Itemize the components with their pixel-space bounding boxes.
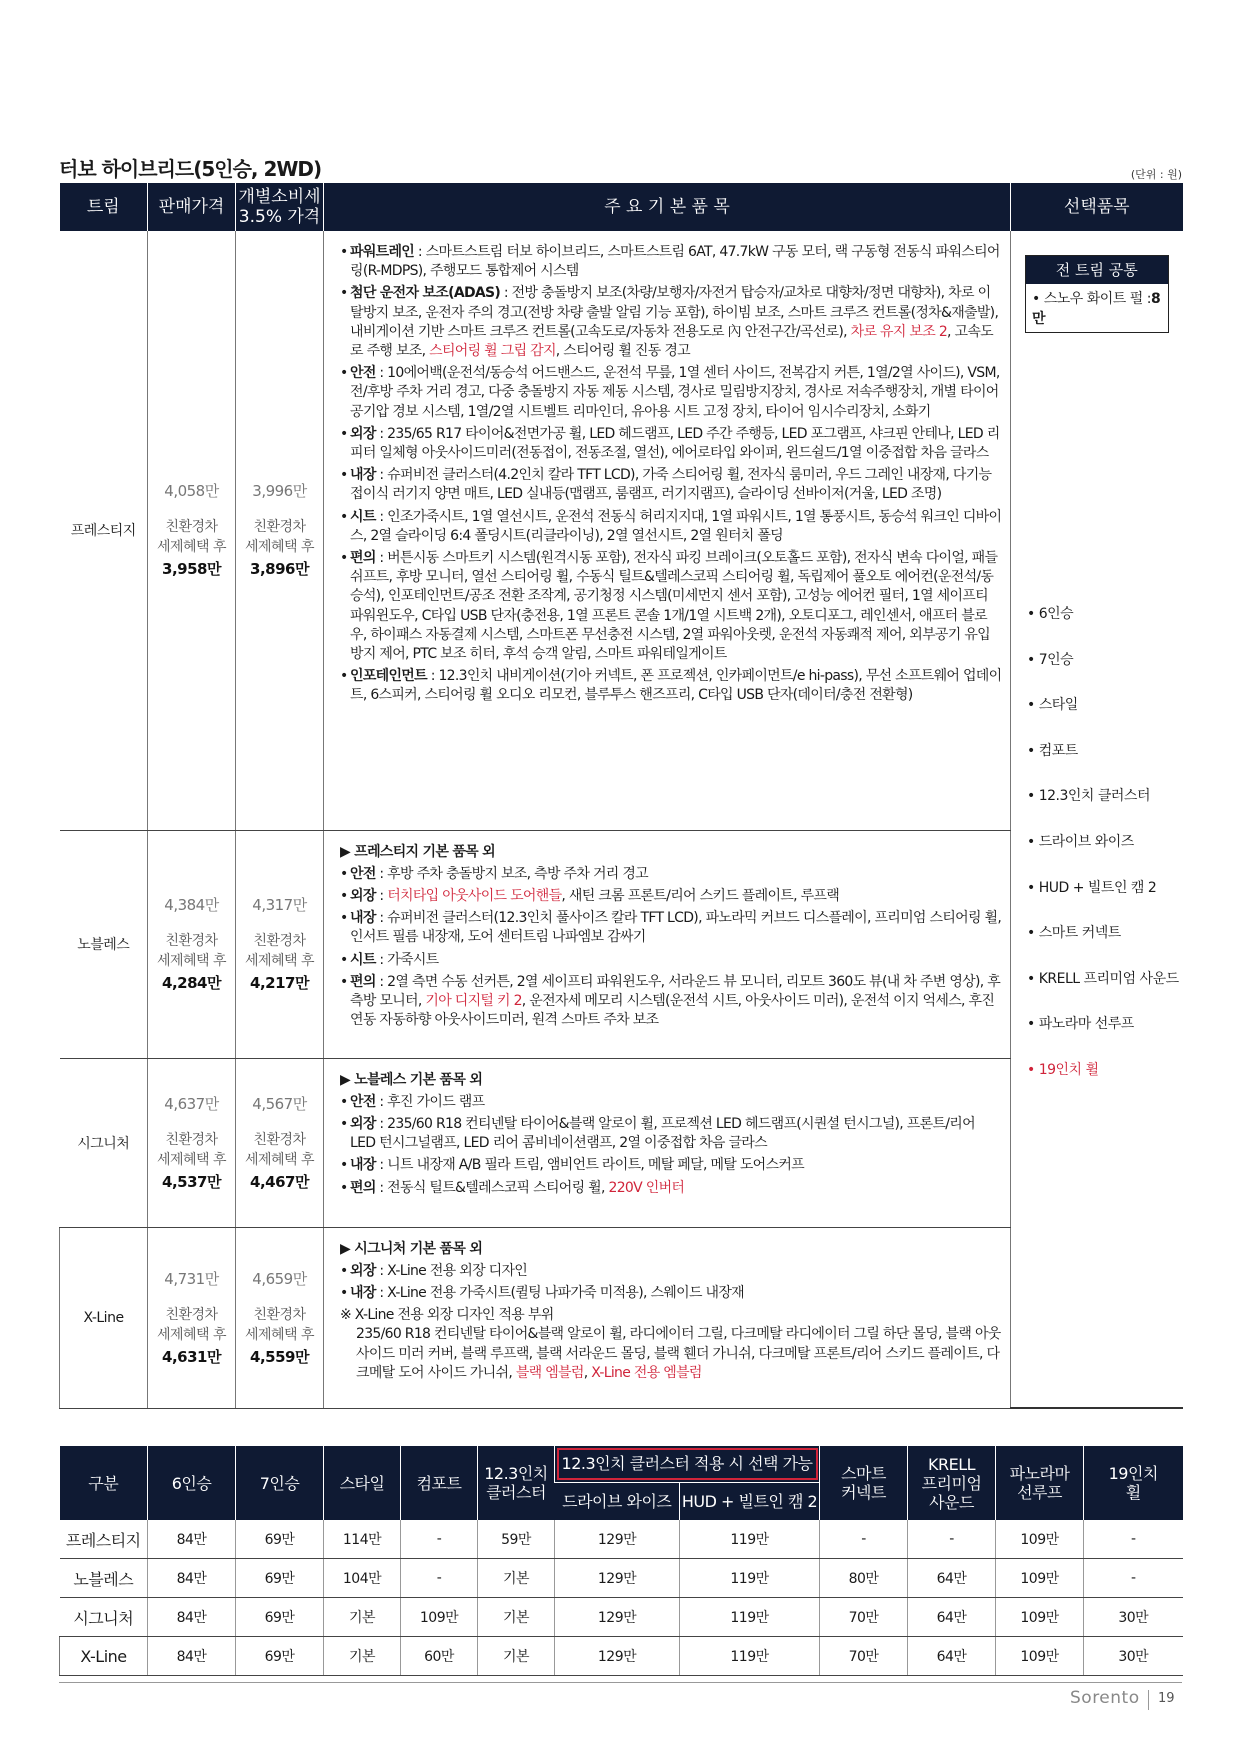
option-price-cell: 109만 [996, 1520, 1084, 1559]
price-cell [148, 830, 236, 1058]
prestige-items [324, 231, 1011, 830]
header-price: 판매가격 [148, 183, 236, 231]
options-cell [1011, 231, 1183, 1408]
price-cell [148, 1227, 236, 1408]
unit-label: (단위 : 원) [1130, 168, 1182, 181]
option-price-cell: 70만 [820, 1598, 908, 1637]
item-interior: • 내장 : 슈퍼비전 클러스터(12.3인치 풀사이즈 칼라 TFT LCD), 파노라믹 커브드 디스플레이, 프리미엄 스티어링 휠, 인서트 필름 내장재, 도어 센터트림 나파엠보 감싸기 [340, 909, 1002, 947]
option-price-cell: - [1084, 1520, 1183, 1559]
item-convenience: • 편의 : 전동식 틸트&텔레스코픽 스티어링 휠, 220V 인버터 [340, 1179, 1002, 1198]
option-price-cell: 84만 [148, 1598, 236, 1637]
option-price-cell: 84만 [148, 1559, 236, 1598]
option-price-cell: 60만 [401, 1637, 478, 1676]
price-35-after-tax: 3,896만 [250, 560, 309, 579]
option-price-cell: 109만 [996, 1637, 1084, 1676]
option-row-trim: 프레스티지 [60, 1520, 148, 1559]
trim-row-prestige [60, 231, 1183, 830]
price-after-tax: 4,284만 [162, 974, 221, 992]
option-item: • 드라이브 와이즈 [1027, 833, 1134, 850]
price-base: 4,058만 [164, 482, 219, 501]
opt-header-cluster-group: 12.3인치 클러스터 적용 시 선택 가능 [555, 1446, 820, 1482]
option-price-cell: 69만 [236, 1637, 324, 1676]
option-row [60, 1559, 1183, 1598]
opt-header-cluster: 12.3인치 클러스터 [478, 1446, 555, 1520]
option-item: • HUD + 빌트인 캠 2 [1027, 879, 1157, 896]
item-convenience: • 편의 : 2열 측면 수동 선커튼, 2열 세이프티 파워윈도우, 서라운드 뷰 모니터, 리모트 360도 뷰(내 차 주변 영상), 후측방 모니터, 기아 디지털 키 2, 운전자세 메모리 시스템(운전석 시트, 아웃사이드 미러), 운전석 이지 억세스, 후진연동 자동하향 아웃사이드미러, 원격 스마트 주차 보조 [340, 973, 1002, 1031]
price-after-tax: 3,958만 [162, 560, 221, 579]
option-price-cell: 119만 [680, 1520, 820, 1559]
noblesse-items [324, 830, 1011, 1058]
option-price-cell: 129만 [555, 1559, 680, 1598]
item-seat: • 시트 : 가죽시트 [340, 951, 1002, 970]
price-35-base: 4,317만 [252, 896, 307, 914]
price-35-cell [236, 830, 324, 1058]
opt-header-comfort: 컴포트 [401, 1446, 478, 1520]
option-price-cell: 기본 [324, 1598, 401, 1637]
option-price-cell: 69만 [236, 1559, 324, 1598]
option-row-trim: 시그니처 [60, 1598, 148, 1637]
option-price-cell: 119만 [680, 1637, 820, 1676]
option-price-cell: 109만 [996, 1559, 1084, 1598]
price-base: 4,731만 [164, 1269, 219, 1288]
option-item: • 6인승 [1027, 606, 1074, 622]
opt-header-group: 구분 [60, 1446, 148, 1520]
option-header-row-1 [60, 1446, 1183, 1482]
spec-header-row [60, 183, 1183, 231]
tax-label: 친환경차 세제혜택 후 [156, 519, 227, 556]
tax-label: 친환경차 세제혜택 후 [244, 933, 315, 969]
option-price-cell: - [908, 1520, 996, 1559]
item-interior: • 내장 : 슈퍼비전 클러스터(4.2인치 칼라 TFT LCD), 가죽 스티어링 휠, 전자식 룸미러, 우드 그레인 내장재, 다기능 접이식 러기지 양면 매트, LED 실내등(맵램프, 룸램프, 러기지램프), 슬라이딩 선바이저(거울, LED 조명) [340, 466, 1002, 504]
price-after-tax: 4,631만 [162, 1347, 221, 1366]
option-item: • 스타일 [1027, 697, 1078, 714]
trim-spec-table [59, 183, 1183, 1409]
option-price-cell: 69만 [236, 1598, 324, 1637]
option-list [1011, 603, 1183, 1105]
common-option-box [1025, 255, 1169, 333]
items-header: ▶ 노블레스 기본 품목 외 [340, 1071, 483, 1088]
option-item: • 7인승 [1027, 651, 1074, 668]
price-35-cell [236, 1058, 324, 1227]
xline-note [340, 1306, 1002, 1383]
trim-name: 프레스티지 [60, 231, 148, 830]
option-price-cell: - [1084, 1559, 1183, 1598]
opt-header-sunroof: 파노라마 선루프 [996, 1446, 1084, 1520]
footer-line [59, 1682, 1182, 1683]
option-price-cell: 119만 [680, 1559, 820, 1598]
option-price-cell: 64만 [908, 1598, 996, 1637]
item-exterior: • 외장 : 터치타입 아웃사이드 도어핸들, 새틴 크롬 프론트/리어 스키드 플레이트, 루프랙 [340, 887, 1002, 906]
price-35-base: 4,659만 [252, 1269, 307, 1288]
price-35-cell [236, 1227, 324, 1408]
item-safety: • 안전 : 10에어백(운전석/동승석 어드밴스드, 운전석 무릎, 1열 센터 사이드, 전복감지 커튼, 1열/2열 사이드), VSM, 전/후방 주차 거리 경고, 다중 충돌방지 자동 제동 시스템, 경사로 밀림방지장치, 경사로 저속주행장치, 개별 타이어 공기압 경보 시스템, 1열/2열 시트벨트 리마인더, 유아용 시트 고정 장치, 타이어 임시수리장치, 소화기 [340, 364, 1002, 422]
option-price-cell: - [820, 1520, 908, 1559]
trim-name: 시그니처 [60, 1058, 148, 1227]
option-price-cell: 기본 [324, 1637, 401, 1676]
option-price-cell: 80만 [820, 1559, 908, 1598]
opt-header-6seat: 6인승 [148, 1446, 236, 1520]
price-base: 4,384만 [164, 896, 219, 914]
xline-items [324, 1227, 1011, 1408]
opt-header-19wheel: 19인치 휠 [1084, 1446, 1183, 1520]
item-infotainment: • 인포테인먼트 : 12.3인치 내비게이션(기아 커넥트, 폰 프로젝션, 인카페이먼트/e hi-pass), 무선 소프트웨어 업데이트, 6스피커, 스티어링 휠 오디오 리모컨, 블루투스 핸즈프리, C타입 USB 단자(데이터/충전 전환형) [340, 667, 1002, 705]
item-exterior: • 외장 : X-Line 전용 외장 디자인 [340, 1262, 1002, 1281]
option-item: • 파노라마 선루프 [1027, 1016, 1134, 1033]
option-price-cell: 109만 [401, 1598, 478, 1637]
item-exterior: • 외장 : 235/65 R17 타이어&전면가공 휠, LED 헤드램프, LED 주간 주행등, LED 포그램프, 샤크핀 안테나, LED 리피터 일체형 아웃사이드미러(전동접이, 전동조절, 열선), 에어로타입 와이퍼, 윈드쉴드/1열 이중접합 차음 글라스 [340, 425, 1002, 463]
item-interior: • 내장 : 니트 내장재 A/B 필라 트림, 앰비언트 라이트, 메탈 페달, 메탈 도어스커프 [340, 1156, 1002, 1175]
option-item: • KRELL 프리미엄 사운드 [1027, 970, 1179, 987]
option-row [60, 1520, 1183, 1559]
item-exterior: • 외장 : 235/60 R18 컨티넨탈 타이어&블랙 알로이 휠, 프로젝션 LED 헤드램프(시퀀셜 턴시그널), 프론트/리어 LED 턴시그널램프, LED 리어 콤비네이션램프, 2열 이중접합 차음 글라스 [340, 1115, 1002, 1153]
items-header: ▶ 프레스티지 기본 품목 외 [340, 843, 496, 860]
option-price-cell: 114만 [324, 1520, 401, 1559]
option-row-trim: X-Line [60, 1637, 148, 1676]
header-price-35: 개별소비세 3.5% 가격 [236, 183, 324, 231]
option-row [60, 1637, 1183, 1676]
price-after-tax: 4,537만 [162, 1172, 221, 1191]
price-35-base: 3,996만 [252, 482, 307, 501]
note-text: 235/60 R18 컨티넨탈 타이어&블랙 알로이 휠, 라디에이터 그릴, 다크메탈 라디에이터 그릴 하단 몰딩, 블랙 아웃사이드 미러 커버, 블랙 루프랙, 블랙 서라운드 몰딩, 블랙 휀더 가니쉬, 다크메탈 프론트/리어 스키드 플레이트, 다크메탈 도어 사이드 가니쉬, 블랙 엠블럼, X-Line 전용 엠블럼 [356, 1326, 1001, 1381]
header-trim: 트림 [60, 183, 148, 231]
item-adas: • 첨단 운전자 보조(ADAS) : 전방 충돌방지 보조(차량/보행자/자전거 탑승자/교차로 대향차/정면 대향차), 차로 이탈방지 보조, 운전자 주의 경고(전방 차량 출발 알림 기능 포함), 하이빔 보조, 스마트 크루즈 컨트롤(정차&재출발), 내비게이션 기반 스마트 크루즈 컨트롤(고속도로/자동차 전용도로 內 안전구간/곡선로), 차로 유지 보조 2, 고속도로 주행 보조, 스티어링 휠 그립 감지, 스티어링 휠 진동 경고 [340, 284, 1002, 361]
tax-label: 친환경차 세제혜택 후 [156, 933, 227, 969]
price-cell [148, 231, 236, 830]
option-price-cell: - [401, 1559, 478, 1598]
option-price-cell: 59만 [478, 1520, 555, 1559]
tax-label: 친환경차 세제혜택 후 [244, 1131, 315, 1168]
option-price-cell: 129만 [555, 1520, 680, 1559]
option-item: • 19인치 휠 [1027, 1061, 1099, 1078]
items-header: ▶ 시그니처 기본 품목 외 [340, 1240, 483, 1257]
option-price-table [59, 1446, 1183, 1676]
signature-items [324, 1058, 1011, 1227]
option-price-cell: 84만 [148, 1637, 236, 1676]
option-price-cell: 129만 [555, 1637, 680, 1676]
opt-header-smart-connect: 스마트 커넥트 [820, 1446, 908, 1520]
common-option-item: • 스노우 화이트 펄 :8만 [1032, 291, 1161, 327]
note-title: ※ X-Line 전용 외장 디자인 적용 부위 [340, 1307, 554, 1324]
option-price-cell: 기본 [478, 1559, 555, 1598]
price-35-cell [236, 231, 324, 830]
option-price-cell: 69만 [236, 1520, 324, 1559]
option-price-cell: 기본 [478, 1598, 555, 1637]
tax-label: 친환경차 세제혜택 후 [156, 1131, 227, 1168]
header-main-items: 주 요 기 본 품 목 [324, 183, 1011, 231]
tax-label: 친환경차 세제혜택 후 [156, 1306, 227, 1343]
item-convenience: • 편의 : 버튼시동 스마트키 시스템(원격시동 포함), 전자식 파킹 브레이크(오토홀드 포함), 전자식 변속 다이얼, 패들 쉬프트, 후방 모니터, 열선 스티어링 휠, 수동식 틸트&텔레스코픽 스티어링 휠, 독립제어 풀오토 에어컨(운전석/동승석), 인포테인먼트/공조 전환 조작계, 공기청정 시스템(미세먼지 센서 포함), 고성능 에어컨 필터, 1열 세이프티 파워윈도우, C타입 USB 단자(충전용, 1열 프론트 콘솔 1개/1열 시트백 2개), 오토디포그, 레인센서, 애프터 블로우, 하이패스 자동결제 시스템, 스마트폰 무선충전 시스템, 2열 파워아웃렛, 운전석 자동쾌적 제어, 외부공기 유입방지 제어, PTC 보조 히터, 후석 승객 알림, 스마트 파워테일게이트 [340, 549, 1002, 664]
option-item: • 컴포트 [1027, 742, 1078, 759]
common-option-title: 전 트림 공통 [1026, 256, 1168, 284]
opt-header-style: 스타일 [324, 1446, 401, 1520]
price-35-base: 4,567만 [252, 1094, 307, 1113]
option-price-cell: - [401, 1520, 478, 1559]
option-price-cell: 129만 [555, 1598, 680, 1637]
option-price-cell: 64만 [908, 1559, 996, 1598]
page-number: 19 [1158, 1691, 1175, 1706]
option-price-cell: 30만 [1084, 1598, 1183, 1637]
price-35-after-tax: 4,559만 [250, 1347, 309, 1366]
option-price-cell: 30만 [1084, 1637, 1183, 1676]
option-row-trim: 노블레스 [60, 1559, 148, 1598]
option-price-cell: 84만 [148, 1520, 236, 1559]
option-item: • 스마트 커넥트 [1027, 925, 1121, 942]
option-price-cell: 70만 [820, 1637, 908, 1676]
item-safety: • 안전 : 후진 가이드 램프 [340, 1093, 1002, 1112]
option-price-cell: 104만 [324, 1559, 401, 1598]
option-price-cell: 119만 [680, 1598, 820, 1637]
price-35-after-tax: 4,217만 [250, 974, 309, 992]
option-price-cell: 109만 [996, 1598, 1084, 1637]
brand-name: Sorento [1070, 1688, 1140, 1708]
item-powertrain: • 파워트레인 : 스마트스트림 터보 하이브리드, 스마트스트림 6AT, 47.7kW 구동 모터, 랙 구동형 전동식 파워스티어링(R-MDPS), 주행모드 통합제어 시스템 [340, 243, 1002, 281]
item-safety: • 안전 : 후방 주차 충돌방지 보조, 측방 주차 거리 경고 [340, 865, 1002, 884]
header-options: 선택품목 [1011, 183, 1183, 231]
item-seat: • 시트 : 인조가죽시트, 1열 열선시트, 운전석 전동식 허리지지대, 1열 파워시트, 1열 통풍시트, 동승석 워크인 디바이스, 2열 슬라이딩 6:4 폴딩시트(리클라이닝), 2열 열선시트, 2열 원터치 폴딩 [340, 508, 1002, 546]
tax-label: 친환경차 세제혜택 후 [244, 519, 315, 556]
option-price-cell: 기본 [478, 1637, 555, 1676]
tax-label: 친환경차 세제혜택 후 [244, 1306, 315, 1343]
trim-name: 노블레스 [60, 830, 148, 1058]
footer-separator [1148, 1690, 1149, 1710]
option-price-cell: 64만 [908, 1637, 996, 1676]
option-row [60, 1598, 1183, 1637]
price-35-after-tax: 4,467만 [250, 1172, 309, 1191]
opt-header-drive-wise: 드라이브 와이즈 [555, 1482, 680, 1520]
opt-header-krell: KRELL 프리미엄 사운드 [908, 1446, 996, 1520]
opt-header-7seat: 7인승 [236, 1446, 324, 1520]
opt-header-hud: HUD + 빌트인 캠 2 [680, 1482, 820, 1520]
price-cell [148, 1058, 236, 1227]
option-item: • 12.3인치 클러스터 [1027, 788, 1150, 805]
price-base: 4,637만 [164, 1094, 219, 1113]
item-interior: • 내장 : X-Line 전용 가죽시트(퀼팅 나파가죽 미적용), 스웨이드 내장재 [340, 1284, 1002, 1303]
trim-name: X-Line [60, 1227, 148, 1408]
page-title: 터보 하이브리드(5인승, 2WD) [59, 157, 322, 181]
